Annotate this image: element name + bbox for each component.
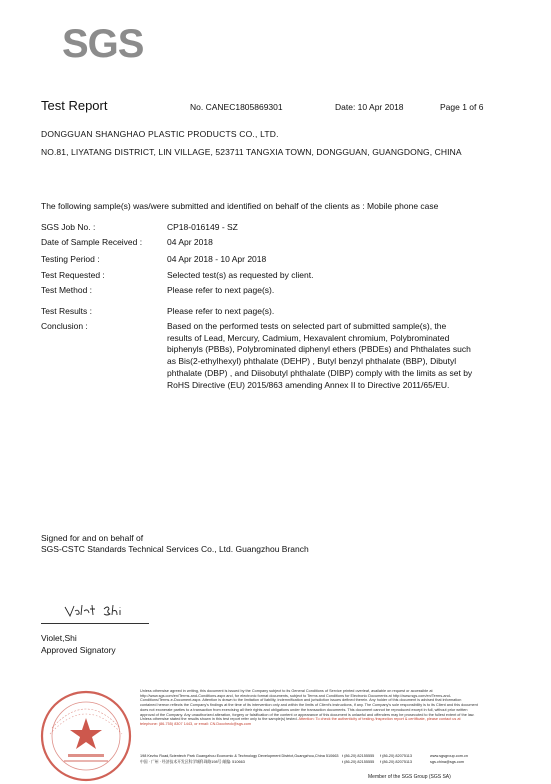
field-value-test-method: Please refer to next page(s). — [167, 285, 275, 295]
applicant-address: NO.81, LIYATANG DISTRICT, LIN VILLAGE, 523711 TANGXIA TOWN, DONGGUAN, GUANGDONG, CHINA — [41, 147, 462, 157]
website-link[interactable]: www.sgsgroup.com.cn — [430, 754, 468, 758]
address-cn: 中国 · 广州 · 经济技术开发区科学城科珠路198号 邮编: 510663 — [140, 759, 245, 764]
sgs-group-membership: Member of the SGS Group (SGS SA) — [368, 774, 451, 780]
field-value-test-requested: Selected test(s) as requested by client. — [167, 270, 314, 280]
field-label-testing-period: Testing Period : — [41, 254, 100, 264]
footer-web — [430, 754, 468, 765]
footer-contact — [140, 754, 339, 765]
fax-2: f (86-20) 82075113 — [380, 759, 413, 764]
footer-phones — [342, 754, 374, 765]
report-date: Date: 10 Apr 2018 — [335, 102, 404, 112]
signed-line-2: SGS-CSTC Standards Technical Services Co., Ltd. Guangzhou Branch — [41, 544, 309, 555]
conclusion-line: Based on the performed tests on selected part of submitted sample(s), the — [167, 321, 447, 331]
field-label-test-method: Test Method : — [41, 285, 93, 295]
phone-2: t (86-20) 82155555 — [342, 759, 375, 764]
sample-intro: The following sample(s) was/were submitted and identified on behalf of the clients as : Mobile phone case — [41, 201, 439, 211]
legal-fine-print — [140, 689, 478, 727]
field-value-job-no: CP18-016149 - SZ — [167, 222, 238, 232]
handwritten-signature — [62, 601, 152, 621]
signatory-name: Violet,Shi — [41, 633, 77, 643]
conclusion-line: as Bis(2-ethylhexyl) phthalate (DEHP) , Butyl benzyl phthalate (BBP), Dibutyl — [167, 356, 457, 367]
field-value-date-received: 04 Apr 2018 — [167, 237, 213, 247]
page-indicator: Page 1 of 6 — [440, 102, 484, 112]
legal-terms: Unless otherwise agreed in writing, this document is issued by the Company subject to its General Conditions of Service printed overleaf, available on request or accessible at http://www.sgs.com/en/Terms-and-Conditions.aspx and, for electronic format documents, subject to Terms and Conditions for Electronic Documents at http://www.sgs.com/en/Terms-and-Conditions/Terms-e-Document.aspx. Attention is drawn to the limitation of liability, indemnification and jurisdiction issues defined therein. Any holder of this document is advised that information contained hereon reflects the Company's findings at the time of its intervention only and within the limits of Client's instructions, if any. The Company's sole responsibility is to its Client and this document does not exonerate parties to a transaction from exercising all their rights and obligations under the transaction documents. This document cannot be reproduced except in full, without prior written approval of the Company. Any unauthorized alteration, forgery or falsification of the content or appearance of this document is unlawful and offenders may be prosecuted to the fullest extent of the law. Unless otherwise stated the results shown in this test report refer only to the sample(s) tested. — [140, 689, 478, 722]
company-seal-stamp — [38, 688, 134, 784]
conclusion-text — [167, 321, 512, 391]
footer-faxes — [380, 754, 412, 765]
address-en: 198 Kezhu Road,Scientech Park Guangzhou Economic & Technology Development District,Guangzhou,China 510663 — [140, 754, 339, 758]
signatory — [41, 632, 116, 656]
field-value-test-results: Please refer to next page(s). — [167, 306, 275, 316]
field-label-date-received: Date of Sample Received : — [41, 237, 143, 247]
conclusion-line: phthalate (DBP) , and Diisobutyl phthalate (DIBP) comply with the limits as set by — [167, 367, 473, 378]
applicant-company: DONGGUAN SHANGHAO PLASTIC PRODUCTS CO., LTD. — [41, 129, 279, 139]
email-link[interactable]: sgs.china@sgs.com — [430, 759, 465, 764]
conclusion-line: RoHS Directive (EU) 2015/863 amending Annex II to Directive 2011/65/EU. — [167, 379, 450, 390]
sgs-logo: SGS — [62, 22, 144, 66]
report-number: No. CANEC1805869301 — [190, 102, 283, 112]
authenticity-attention: Attention: To check the authenticity of testing /inspection report & certificate, please contact us at telephone: (86-755) 8307 1443, or email: CN.Doccheck@sgs.com — [140, 717, 461, 726]
signatory-role: Approved Signatory — [41, 645, 116, 656]
signature-line — [41, 623, 149, 624]
signed-on-behalf — [41, 533, 309, 556]
field-label-test-results: Test Results : — [41, 306, 93, 316]
conclusion-line: results of Lead, Mercury, Cadmium, Hexavalent chromium, Polybrominated — [167, 332, 450, 343]
conclusion-line: biphenyls (PBBs), Polybrominated diphenyl ethers (PBDEs) and Phthalates such — [167, 344, 471, 355]
field-label-job-no: SGS Job No. : — [41, 222, 96, 232]
fax-1: f (86-20) 82075113 — [380, 754, 413, 758]
report-title: Test Report — [41, 98, 108, 113]
field-label-test-requested: Test Requested : — [41, 270, 105, 280]
field-label-conclusion: Conclusion : — [41, 321, 88, 331]
phone-1: t (86-20) 82155555 — [342, 754, 375, 758]
signed-line-1: Signed for and on behalf of — [41, 533, 144, 543]
field-value-testing-period: 04 Apr 2018 - 10 Apr 2018 — [167, 254, 267, 264]
